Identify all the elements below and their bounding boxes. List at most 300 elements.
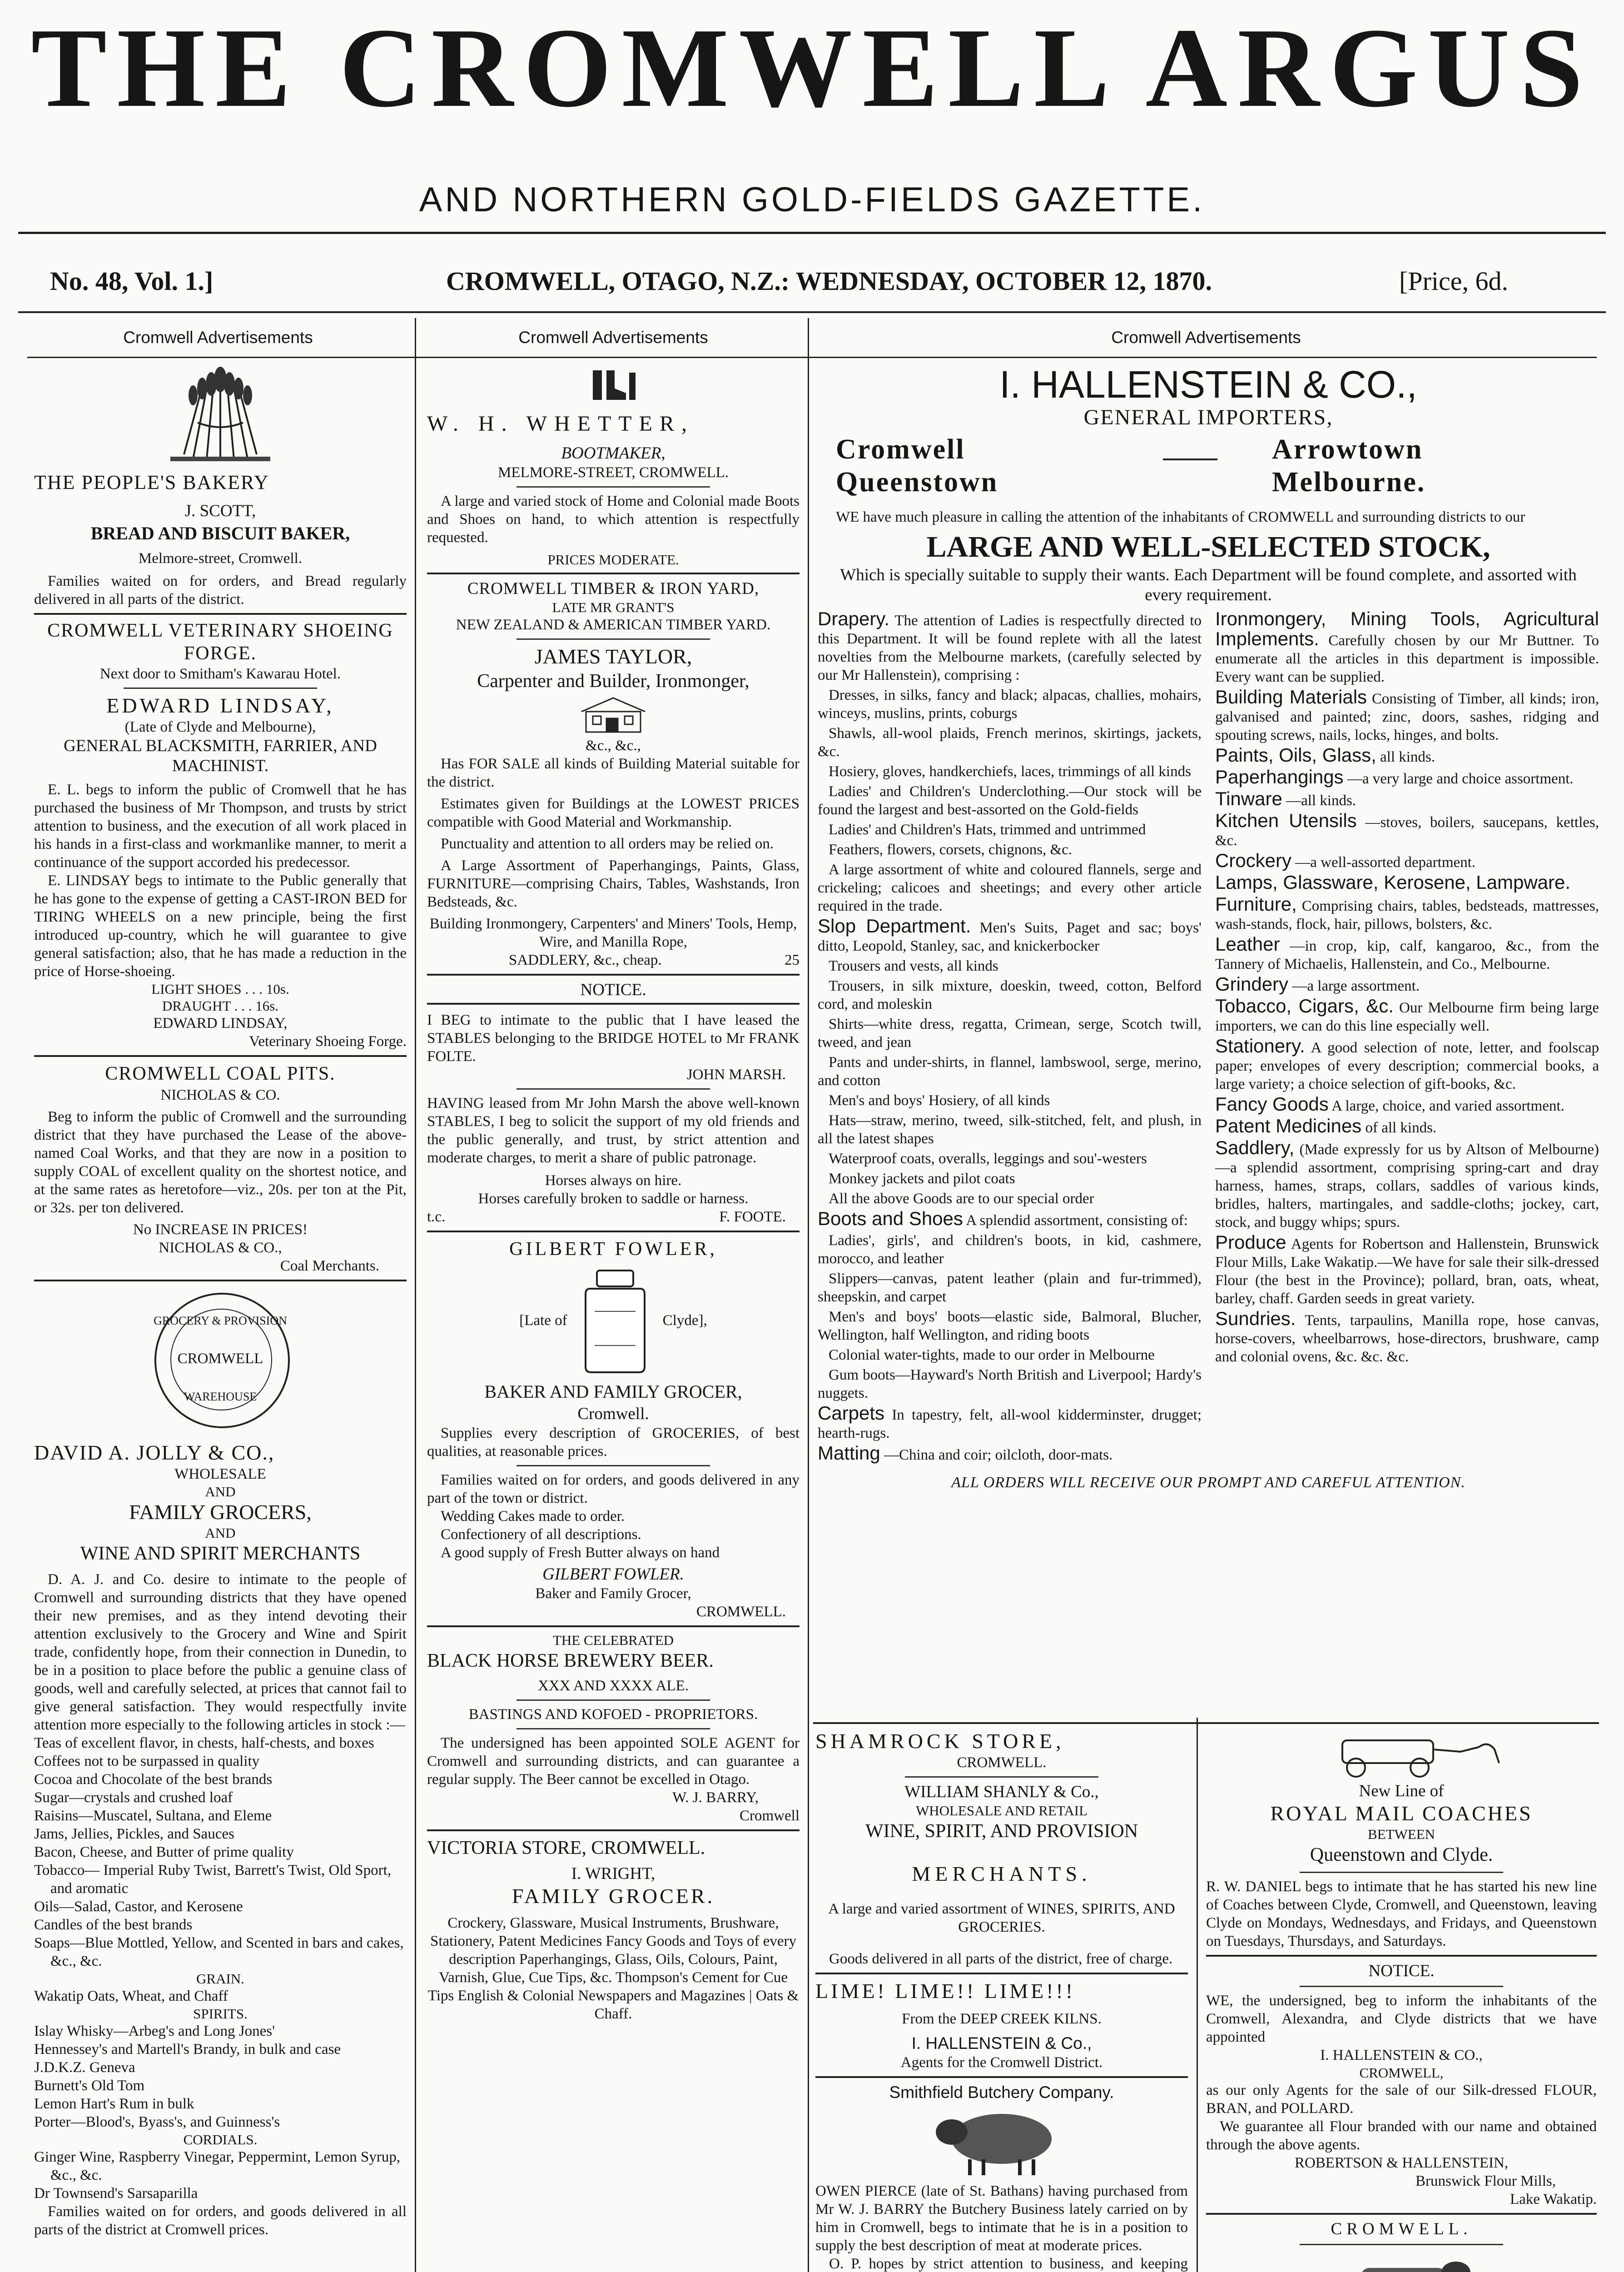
timber-etc: &c., &c., (586, 737, 641, 754)
list-item: Tobacco— Imperial Ruby Twist, Barrett's Twist, Old Sport, and aromatic (34, 1862, 392, 1897)
coal-note: No INCREASE IN PRICES! (133, 1221, 308, 1238)
list-item: Candles of the best brands (34, 1917, 193, 1933)
list-item: Bacon, Cheese, and Butter of prime quality (34, 1844, 294, 1860)
jolly-l2: AND (205, 1484, 236, 1500)
department-item (818, 917, 1202, 955)
notice2-town: CROMWELL, (1359, 2065, 1444, 2081)
list-item: Raisins—Muscatel, Sultana, and Eleme (34, 1808, 272, 1824)
department-item (818, 861, 1202, 915)
jar-icon (576, 1266, 654, 1375)
shamrock-p2: Goods delivered in all parts of the district, free of charge. (829, 1951, 1173, 1967)
shamrock-town: CROMWELL. (957, 1754, 1047, 1771)
department-item (1215, 790, 1599, 810)
department-item (818, 1366, 1202, 1402)
list-item: Sugar—crystals and crushed loaf (34, 1789, 233, 1806)
divider (1206, 1955, 1597, 1957)
department-item (818, 1210, 1202, 1230)
department-item (818, 1346, 1202, 1364)
bakery-title: THE PEOPLE'S BAKERY (34, 471, 269, 493)
notice2-p3: We guarantee all Flour branded with our name and obtained through the above agents. (1206, 2118, 1597, 2153)
divider (1300, 1872, 1503, 1873)
department-item (818, 821, 1202, 839)
notice-sig-row (427, 1208, 800, 1226)
department-item (1215, 1117, 1599, 1137)
notice2-sig3: Lake Wakatip. (1510, 2191, 1597, 2207)
lime-title: LIME! LIME!! LIME!!! (815, 1979, 1076, 2003)
column-head: Cromwell Advertisements (518, 328, 708, 347)
timber-title: CROMWELL TIMBER & IRON YARD, (467, 579, 760, 598)
fowler-sig: GILBERT FOWLER. (542, 1565, 684, 1584)
jolly-l5: WINE AND SPIRIT MERCHANTS (80, 1543, 361, 1564)
department-name: Produce (1215, 1231, 1286, 1253)
timber-sub: NEW ZEALAND & AMERICAN TIMBER YARD. (456, 617, 771, 633)
divider (427, 1829, 800, 1831)
list-item: Burnett's Old Tom (34, 2078, 145, 2094)
whetter-name: W. H. WHETTER, (427, 412, 694, 436)
divider (34, 1280, 407, 1281)
brewery-sub: XXX AND XXXX ALE. (538, 1678, 689, 1694)
town-label: Melbourne. (1272, 467, 1426, 498)
department-text: A large, choice, and varied assortment. (1331, 1098, 1564, 1114)
department-text: A splendid assortment, consisting of: (966, 1212, 1188, 1229)
lindsay-sig2: Veterinary Shoeing Forge. (249, 1033, 407, 1050)
department-item (818, 841, 1202, 859)
hallenstein-towns (818, 433, 1599, 502)
department-text: Colonial water-tights, made to our order in Melbourne (829, 1347, 1155, 1363)
list-item: Lemon Hart's Rum in bulk (34, 2096, 194, 2112)
list-item: Soaps—Blue Mottled, Yellow, and Scented in bars and cakes, &c., &c. (34, 1935, 404, 1969)
department-item (818, 957, 1202, 975)
department-text: All the above Goods are to our special order (829, 1191, 1094, 1207)
coal-sig2: Coal Merchants. (280, 1258, 379, 1274)
department-item (818, 1190, 1202, 1208)
list-item: Porter—Blood's, Byass's, and Guinness's (34, 2114, 280, 2130)
divider (517, 1465, 710, 1466)
coal-title: CROMWELL COAL PITS. (105, 1063, 336, 1084)
timber-name: JAMES TAYLOR, (534, 645, 692, 668)
fowler-late2: Clyde], (662, 1312, 707, 1329)
hallenstein-title: I. HALLENSTEIN & CO., (999, 364, 1417, 406)
column-3a (815, 1729, 1188, 2272)
notice-tc: t.c. (427, 1209, 446, 1225)
department-text: Feathers, flowers, corsets, chignons, &c. (829, 842, 1073, 858)
bakery-advert (34, 364, 407, 608)
coal-by: NICHOLAS & CO. (160, 1087, 280, 1103)
department-item (818, 610, 1202, 684)
warehouse-stamp (34, 1286, 407, 1431)
department-text: Tents, tarpaulins, Manilla rope, hose canvas, horse-covers, wheelbarrows, hose-directors, brushware, camp and colonial ovens, &c. &c. &c. (1215, 1312, 1599, 1365)
department-name: Sundries. (1215, 1308, 1296, 1329)
department-text: Trousers and vests, all kinds (829, 958, 998, 974)
list-item: Islay Whisky—Arbeg's and Long Jones' (34, 2023, 275, 2039)
jolly-intro: D. A. J. and Co. desire to intimate to the people of Cromwell and surrounding districts that they have opened their new premises, and as they intend devoting their attention exclusively to the Grocery and Wine and Spirit trade, confidently hope, from their connection in Dunedin, to be in a position to place before the public a genuine class of goods, well and carefully selected, at prices that cannot fail to give general satisfaction. They would respectfully invite attention more especially to the following articles in stock :— (34, 1571, 407, 1733)
department-name: Boots and Shoes (818, 1208, 963, 1229)
department-item (1215, 1037, 1599, 1093)
department-text: Shirts—white dress, regatta, Crimean, serge, Scotch twill, tweed, and jean (818, 1016, 1202, 1051)
department-item (1215, 997, 1599, 1035)
notice-p1: I BEG to intimate to the public that I have leased the STABLES belonging to the BRIDGE HOTEL to Mr FRANK FOLTE. (427, 1012, 800, 1065)
lindsay-name: EDWARD LINDSAY, (106, 694, 334, 717)
town-divider (1163, 458, 1217, 460)
timber-p6: SADDLERY, &c., cheap. (509, 952, 662, 968)
divider (427, 1003, 800, 1005)
department-name: Saddlery, (1215, 1137, 1295, 1158)
brewery-title: BLACK HORSE BREWERY BEER. (427, 1650, 714, 1671)
department-name: Paperhangings (1215, 766, 1344, 787)
column-3b (1206, 1729, 1597, 2272)
coaches-title: ROYAL MAIL COACHES (1270, 1802, 1533, 1825)
timber-number: 25 (785, 952, 800, 968)
list-item: Oils—Salad, Castor, and Kerosene (34, 1898, 243, 1915)
department-name: Lamps, Glassware, Kerosene, Lampware. (1215, 872, 1571, 893)
lindsay-trade: GENERAL BLACKSMITH, FARRIER, AND MACHINIST. (64, 737, 377, 775)
department-item (818, 724, 1202, 761)
department-name: Paints, Oils, Glass, (1215, 744, 1376, 766)
department-name: Carpets (818, 1402, 885, 1424)
hallenstein-footer: ALL ORDERS WILL RECEIVE OUR PROMPT AND CAREFUL ATTENTION. (951, 1474, 1465, 1491)
notice-title: NOTICE. (580, 981, 646, 999)
hallenstein-advert (818, 364, 1599, 1722)
department-text: Waterproof coats, overalls, leggings and sou'-westers (829, 1151, 1147, 1167)
lime-agent: Agents for the Cromwell District. (900, 2054, 1103, 2071)
timber-p4: A Large Assortment of Paperhangings, Paints, Glass, FURNITURE—comprising Chairs, Tables, Washstands, Iron Bedsteads, &c. (427, 857, 800, 910)
notice-sig1: JOHN MARSH. (686, 1066, 786, 1083)
shamrock-name: WILLIAM SHANLY & Co., (904, 1783, 1099, 1801)
department-item (1215, 1095, 1599, 1115)
department-item (1215, 746, 1599, 766)
department-text: Hats—straw, merino, tweed, silk-stitched, felt, and plush, in all the latest shapes (818, 1112, 1202, 1147)
timber-p1: Has FOR SALE all kinds of Building Material suitable for the district. (427, 756, 800, 790)
brewery-text: The undersigned has been appointed SOLE AGENT for Cromwell and surrounding districts, and can guarantee a regular supply. The Beer cannot be excelled in Otago. (427, 1735, 800, 1788)
notice2-title: NOTICE. (1368, 1962, 1435, 1980)
notice2-name: I. HALLENSTEIN & CO., (1320, 2047, 1483, 2063)
victoria-trade: FAMILY GROCER. (512, 1884, 715, 1908)
lindsay-sig: EDWARD LINDSAY, (153, 1015, 288, 1031)
jolly-l1: WHOLESALE (174, 1466, 266, 1482)
bakery-name: J. SCOTT, (184, 502, 256, 520)
notice2-sig2: Brunswick Flour Mills, (1415, 2173, 1556, 2189)
department-name: Matting (818, 1442, 880, 1464)
issue-place-date: CROMWELL, OTAGO, N.Z.: WEDNESDAY, OCTOBER 12, 1870. (446, 266, 1212, 296)
department-item (1215, 1310, 1599, 1366)
divider (124, 688, 317, 689)
fowler-p5: A good supply of Fresh Butter always on hand (441, 1545, 720, 1561)
list-item: J.D.K.Z. Geneva (34, 2059, 135, 2076)
department-text: Men's and boys' Hosiery, of all kinds (829, 1092, 1050, 1109)
department-text: Slippers—canvas, patent leather (plain and fur-trimmed), sheepskin, and carpet (818, 1271, 1202, 1305)
notice2-p1: WE, the undersigned, beg to inform the inhabitants of the Cromwell, Alexandra, and Clyde districts that we have appointed (1206, 1993, 1597, 2045)
timber-trade: Carpenter and Builder, Ironmonger, (477, 671, 750, 692)
coaches-between: BETWEEN (1367, 1826, 1435, 1842)
divider (34, 1055, 407, 1057)
department-name: Grindery (1215, 973, 1289, 995)
department-item (1215, 1139, 1599, 1231)
department-item (818, 1015, 1202, 1051)
butchery2-town: CROMWELL. (1331, 2220, 1472, 2238)
hallenstein-headline: LARGE AND WELL-SELECTED STOCK, (926, 530, 1490, 563)
bakery-address: Melmore-street, Cromwell. (138, 550, 303, 567)
notice-p2: HAVING leased from Mr John Marsh the above well-known STABLES, I beg to solicit the support of my old friends and the public generally, and trust, by strict attention and moderate charges, to merit a share of public patronage. (427, 1095, 800, 1166)
department-item (1215, 975, 1599, 995)
hallenstein-intro: WE have much pleasure in calling the attention of the inhabitants of CROMWELL and surrounding districts to our (836, 509, 1525, 525)
department-text: Pants and under-shirts, in flannel, lambswool, serge, merino, and cotton (818, 1054, 1202, 1089)
department-text: of all kinds. (1365, 1120, 1437, 1136)
department-text: Dresses, in silks, fancy and black; alpacas, challies, mohairs, winceys, muslins, prints, coburgs (818, 687, 1202, 722)
issue-price: [Price, 6d. (1399, 266, 1508, 296)
masthead-subtitle: AND NORTHERN GOLD-FIELDS GAZETTE. (419, 180, 1205, 219)
jolly-items (34, 1734, 407, 2202)
department-name: Slop Department. (818, 915, 971, 937)
department-item (818, 1444, 1202, 1464)
department-name: Patent Medicines (1215, 1115, 1362, 1136)
department-item (818, 1150, 1202, 1168)
timber-p5: Building Ironmongery, Carpenters' and Miners' Tools, Hemp, Wire, and Manilla Rope, (429, 916, 797, 950)
list-item: Teas of excellent flavor, in chests, half-chests, and boxes (34, 1735, 374, 1751)
column-head: Cromwell Advertisements (1111, 328, 1301, 347)
fowler-town: Cromwell. (577, 1405, 649, 1423)
sheep-icon (815, 2103, 1188, 2180)
fowler-late1: [Late of (519, 1312, 567, 1329)
divider (517, 1699, 710, 1701)
list-item: Hennessey's and Martell's Brandy, in bulk and case (34, 2041, 341, 2058)
department-text: A large assortment of white and coloured flannels, serge and crickeling; calicoes and sheetings; and every other article required in the trade. (818, 862, 1202, 914)
department-name: Ironmongery, Mining Tools, Agricultural Implements. (1215, 608, 1599, 649)
vet-title: CROMWELL VETERINARY SHOEING FORGE. (47, 620, 393, 664)
notice-sig2: F. FOOTE. (719, 1209, 786, 1225)
stamp-top-text: GROCERY & PROVISION (154, 1314, 287, 1327)
victoria-title: VICTORIA STORE, CROMWELL. (427, 1838, 705, 1858)
list-item: Ginger Wine, Raspberry Vinegar, Peppermint, Lemon Syrup, &c., &c. (34, 2149, 401, 2183)
list-item: Dr Townsend's Sarsaparilla (34, 2185, 198, 2202)
department-item (1215, 768, 1599, 788)
divider (517, 1088, 710, 1090)
department-text: Gum boots—Hayward's North British and Liverpool; Hardy's nuggets. (818, 1367, 1202, 1401)
department-text: Ladies' and Children's Hats, trimmed and untrimmed (829, 822, 1146, 838)
department-name: Leather (1215, 933, 1280, 955)
department-item (818, 977, 1202, 1013)
fowler-jar-row (427, 1261, 800, 1380)
divider (1300, 1986, 1503, 1987)
department-item (1215, 935, 1599, 973)
jolly-spirits-head: SPIRITS. (193, 2006, 248, 2022)
department-name: Kitchen Utensils (1215, 810, 1357, 831)
department-item (818, 686, 1202, 722)
whetter-address: MELMORE-STREET, CROMWELL. (497, 464, 729, 481)
column-2 (427, 364, 800, 2272)
lindsay-light: LIGHT SHOES . . . 10s. (151, 981, 289, 997)
jolly-l3: FAMILY GROCERS, (129, 1500, 312, 1524)
department-item (818, 1091, 1202, 1110)
shamrock-trade: WINE, SPIRIT, AND PROVISION (865, 1821, 1138, 1842)
department-text: —in crop, kip, calf, kangaroo, &c., from the Tannery of Michaelis, Hallenstein, and Co., Melbourne. (1215, 938, 1599, 972)
department-name: Furniture, (1215, 893, 1297, 915)
masthead-title: THE CROMWELL ARGUS (31, 5, 1593, 131)
department-text: Hosiery, gloves, handkerchiefs, laces, trimmings of all kinds (829, 763, 1191, 780)
department-item (818, 1111, 1202, 1148)
fowler-sig3: CROMWELL. (696, 1604, 786, 1620)
coal-text: Beg to inform the public of Cromwell and the surrounding district that they have purchased the Lease of the above-named Coal Works, and that they are now in a position to supply COAL of excellent quality on the shortest notice, and at the same rates as heretofore—viz., 20s. per ton at the Pit, or 32s. per ton delivered. (34, 1109, 407, 1216)
divider (815, 1973, 1188, 1974)
divider (427, 1625, 800, 1627)
fowler-p1: Supplies every description of GROCERIES, of best qualities, at reasonable prices. (427, 1425, 800, 1460)
department-item (1215, 688, 1599, 744)
fowler-trade: BAKER AND FAMILY GROCER, (484, 1381, 742, 1402)
brewery-owners: BASTINGS AND KOFOED - PROPRIETORS. (468, 1706, 758, 1723)
divider (1300, 2244, 1503, 2245)
hallenstein-left (818, 610, 1202, 1466)
department-name: Fancy Goods (1215, 1093, 1329, 1115)
boot-icon (427, 364, 800, 407)
jolly-grain-head: GRAIN. (196, 1971, 244, 1987)
jolly-l4: AND (205, 1525, 236, 1541)
department-item (1215, 852, 1599, 872)
department-text: —stoves, boilers, saucepans, kettles, &c. (1215, 814, 1599, 849)
department-text: Consisting of Timber, all kinds; iron, galvanised and painted; zinc, doors, sashes, ridging and spouting screws, nails, locks, hinges, and bolts. (1215, 691, 1599, 743)
department-text: (Made expressly for us by Altson of Melbourne)—a splendid assortment, comprising spring-cart and dray harness, hames, straps, collars, saddles of various kinds, bridles, halters, martingales, and saddle-cloths; jockey, cart, stock, and buggy whips; spurs. (1215, 1141, 1599, 1231)
list-item: Jams, Jellies, Pickles, and Sauces (34, 1826, 234, 1842)
town-label: Cromwell (836, 434, 965, 465)
list-item: Wakatip Oats, Wheat, and Chaff (34, 1988, 228, 2004)
department-text: Monkey jackets and pilot coats (829, 1171, 1015, 1187)
divider (815, 2076, 1188, 2078)
department-text: Trousers, in silk mixture, doeskin, tweed, cotton, Belford cord, and moleskin (818, 978, 1202, 1012)
fowler-p4: Confectionery of all descriptions. (441, 1526, 641, 1543)
department-text: —all kinds. (1286, 792, 1356, 809)
department-item (818, 1170, 1202, 1188)
divider (34, 613, 407, 615)
notice-p3: Horses always on hire. (545, 1172, 682, 1189)
victoria-text: Crockery, Glassware, Musical Instruments, Brushware, Stationery, Patent Medicines Fancy Goods and Toys of every description Paperhangings, Glass, Oils, Colours, Paint, Varnish, Glue, Cue Tips, &c. Thompson's Cement for Cue Tips English & Colonial Newspapers and Magazines | Oats & Chaff. (427, 1915, 799, 2022)
notice-p4: Horses carefully broken to saddle or harness. (478, 1191, 749, 1207)
list-item: Cocoa and Chocolate of the best brands (34, 1771, 273, 1788)
column-rule (808, 318, 809, 2272)
column-rule (415, 318, 416, 2272)
department-name: Drapery. (818, 608, 889, 629)
shamrock-p1: A large and varied assortment of WINES, SPIRITS, AND GROCERIES. (828, 1901, 1175, 1935)
hallenstein-columns (818, 610, 1599, 1466)
department-item (1215, 812, 1599, 850)
divider (517, 486, 710, 488)
fowler-p2: Families waited on for orders, and goods delivered in any part of the town or district. (427, 1472, 800, 1506)
issue-number: No. 48, Vol. 1.] (50, 266, 214, 296)
shamrock-title: SHAMROCK STORE, (815, 1729, 1065, 1753)
date-rule (18, 311, 1606, 313)
whetter-text: A large and varied stock of Home and Colonial made Boots and Shoes on hand, to which attention is respectfully requested. (427, 493, 800, 546)
timber-p6-row (427, 951, 800, 969)
coaches-text: R. W. DANIEL begs to intimate that he has started his new line of Coaches between Clyde, Cromwell, and Queenstown, leaving Clyde on Mondays, Wednesdays, and Fridays, and Queenstown on Tuesdays, Thursdays, and Saturdays. (1206, 1878, 1597, 1949)
whetter-trade: BOOTMAKER, (561, 444, 665, 463)
stamp-bottom-text: WAREHOUSE (184, 1390, 257, 1403)
coaches-route: Queenstown and Clyde. (1310, 1844, 1493, 1865)
column-head-rule (27, 357, 1597, 358)
department-item (1215, 610, 1599, 686)
department-text: Ladies' and Children's Underclothing.—Our stock will be found the largest and best-assorted on the Gold-fields (818, 783, 1202, 818)
lindsay-p2: E. LINDSAY begs to intimate to the Public generally that he has gone to the expense of getting a CAST-IRON BED for TIRING WHEELS on a new principle, being the first introduced up-country, which he will guarantee to give general satisfaction; also, that he has made a reduction in the price of Horse-shoeing. (34, 872, 407, 980)
department-item (1215, 1233, 1599, 1308)
department-name: Stationery. (1215, 1035, 1305, 1056)
department-text: —a well-assorted department. (1295, 854, 1476, 871)
department-name: Tinware (1215, 788, 1282, 809)
divider (517, 638, 710, 640)
timber-p3: Punctuality and attention to all orders may be relied on. (441, 836, 774, 852)
department-text: Carefully chosen by our Mr Buttner. To enumerate all the articles in this department is impossible. Every want can be supplied. (1215, 633, 1599, 685)
timber-late: LATE MR GRANT'S (552, 599, 675, 615)
stamp-mid-text: CROMWELL (177, 1350, 263, 1367)
cow-icon (1206, 2250, 1597, 2272)
department-text: In tapestry, felt, all-wool kidderminster, drugget; hearth-rugs. (818, 1407, 1202, 1441)
department-text: Men's Suits, Paget and sac; boys' ditto, Leopold, Stanley, sac, and knickerbocker (818, 920, 1202, 954)
lindsay-draught: DRAUGHT . . . 16s. (162, 998, 279, 1014)
list-item: Coffees not to be surpassed in quality (34, 1753, 260, 1769)
town-label: Queenstown (836, 467, 998, 498)
vet-address: Next door to Smitham's Kawarau Hotel. (99, 666, 341, 682)
department-name: Building Materials (1215, 686, 1367, 708)
hallenstein-bottom-rule (813, 1722, 1599, 1724)
coal-sig: NICHOLAS & CO., (159, 1240, 282, 1256)
department-text: Ladies', girls', and children's boots, in kid, cashmere, morocco, and leather (818, 1232, 1202, 1267)
divider (905, 1776, 1098, 1778)
lime-name: I. HALLENSTEIN & Co., (911, 2034, 1092, 2053)
department-item (1215, 895, 1599, 933)
divider (427, 573, 800, 574)
brewery-sig2: Cromwell (740, 1808, 800, 1824)
coaches-pre: New Line of (1359, 1782, 1444, 1800)
fowler-sig2: Baker and Family Grocer, (535, 1585, 691, 1602)
department-item (818, 1308, 1202, 1344)
jolly-footer: Families waited on for orders, and goods delivered in all parts of the district at Cromwell prices. (34, 2203, 407, 2238)
department-text: Agents for Robertson and Hallenstein, Brunswick Flour Mills, Lake Wakatip.—We have for sale their silk-dressed Flour (the best in the Province); pollard, bran, oats, wheat, barley, chaff. Garden seeds in great variety. (1215, 1236, 1599, 1307)
department-item (818, 782, 1202, 819)
department-name: Tobacco, Cigars, &c. (1215, 995, 1394, 1016)
department-item (818, 1270, 1202, 1306)
butchery1-p2: O. P. hopes by strict attention to business, and keeping (829, 2256, 1188, 2272)
jolly-title: DAVID A. JOLLY & CO., (34, 1441, 275, 1464)
butchery1-text: OWEN PIERCE (late of St. Bathans) having purchased from Mr W. J. BARRY the Butchery Business lately carried on by him in Cromwell, begs to intimate that he is in a position to supply the best description of meat at moderate prices. (815, 2183, 1188, 2254)
hallenstein-right (1215, 610, 1599, 1466)
lime-from: From the DEEP CREEK KILNS. (902, 2011, 1102, 2027)
house-icon (427, 693, 800, 734)
hallenstein-sub: GENERAL IMPORTERS, (1083, 405, 1333, 429)
hallenstein-sub2: Which is specially suitable to supply their wants. Each Department will be found complete, and assorted with every requirement. (840, 566, 1577, 604)
victoria-name: I. WRIGHT, (571, 1864, 656, 1883)
brewery-sig: W. J. BARRY, (672, 1789, 759, 1806)
department-text: The attention of Ladies is respectfully directed to this Department. It will be found replete with all the latest novelties from the Melbourne markets, (carefully selected by our Mr Hallenstein), comprising : (818, 613, 1202, 683)
whetter-prices: PRICES MODERATE. (547, 552, 679, 568)
divider (427, 974, 800, 976)
jolly-cordials-head: CORDIALS. (183, 2132, 258, 2147)
department-text: A good selection of note, letter, and foolscap paper; envelopes of every description; commercial books, a large variety; a choice selection of gift-books, &c. (1215, 1040, 1599, 1092)
column-head: Cromwell Advertisements (123, 328, 313, 347)
divider (517, 1728, 710, 1729)
coach-icon (1206, 1729, 1597, 1779)
department-text: —a very large and choice assortment. (1347, 771, 1574, 787)
town-label: Arrowtown (1272, 434, 1423, 465)
department-text: Comprising chairs, tables, bedsteads, mattresses, wash-stands, flock, hair, pillows, bolsters, &c. (1215, 898, 1599, 932)
lindsay-late: (Late of Clyde and Melbourne), (124, 719, 316, 735)
fowler-name: GILBERT FOWLER, (509, 1239, 717, 1260)
bakery-text: Families waited on for orders, and Bread regularly delivered in all parts of the district. (34, 573, 407, 608)
timber-p2: Estimates given for Buildings at the LOWEST PRICES compatible with Good Material and Workmanship. (427, 796, 800, 830)
department-text: Men's and boys' boots—elastic side, Balmoral, Blucher, Wellington, half Wellington, and riding boots (818, 1309, 1202, 1343)
department-text: all kinds. (1380, 749, 1435, 765)
fowler-p3: Wedding Cakes made to order. (441, 1508, 625, 1525)
column-1 (34, 364, 407, 2272)
divider (427, 1231, 800, 1232)
department-text: —a large assortment. (1292, 978, 1420, 994)
department-text: Our Melbourne firm being large importers, we can do this line especially well. (1215, 1000, 1599, 1034)
notice2-p2: as our only Agents for the sale of our Silk-dressed FLOUR, BRAN, and POLLARD. (1206, 2082, 1597, 2117)
department-text: —China and coir; oilcloth, door-mats. (884, 1447, 1113, 1463)
